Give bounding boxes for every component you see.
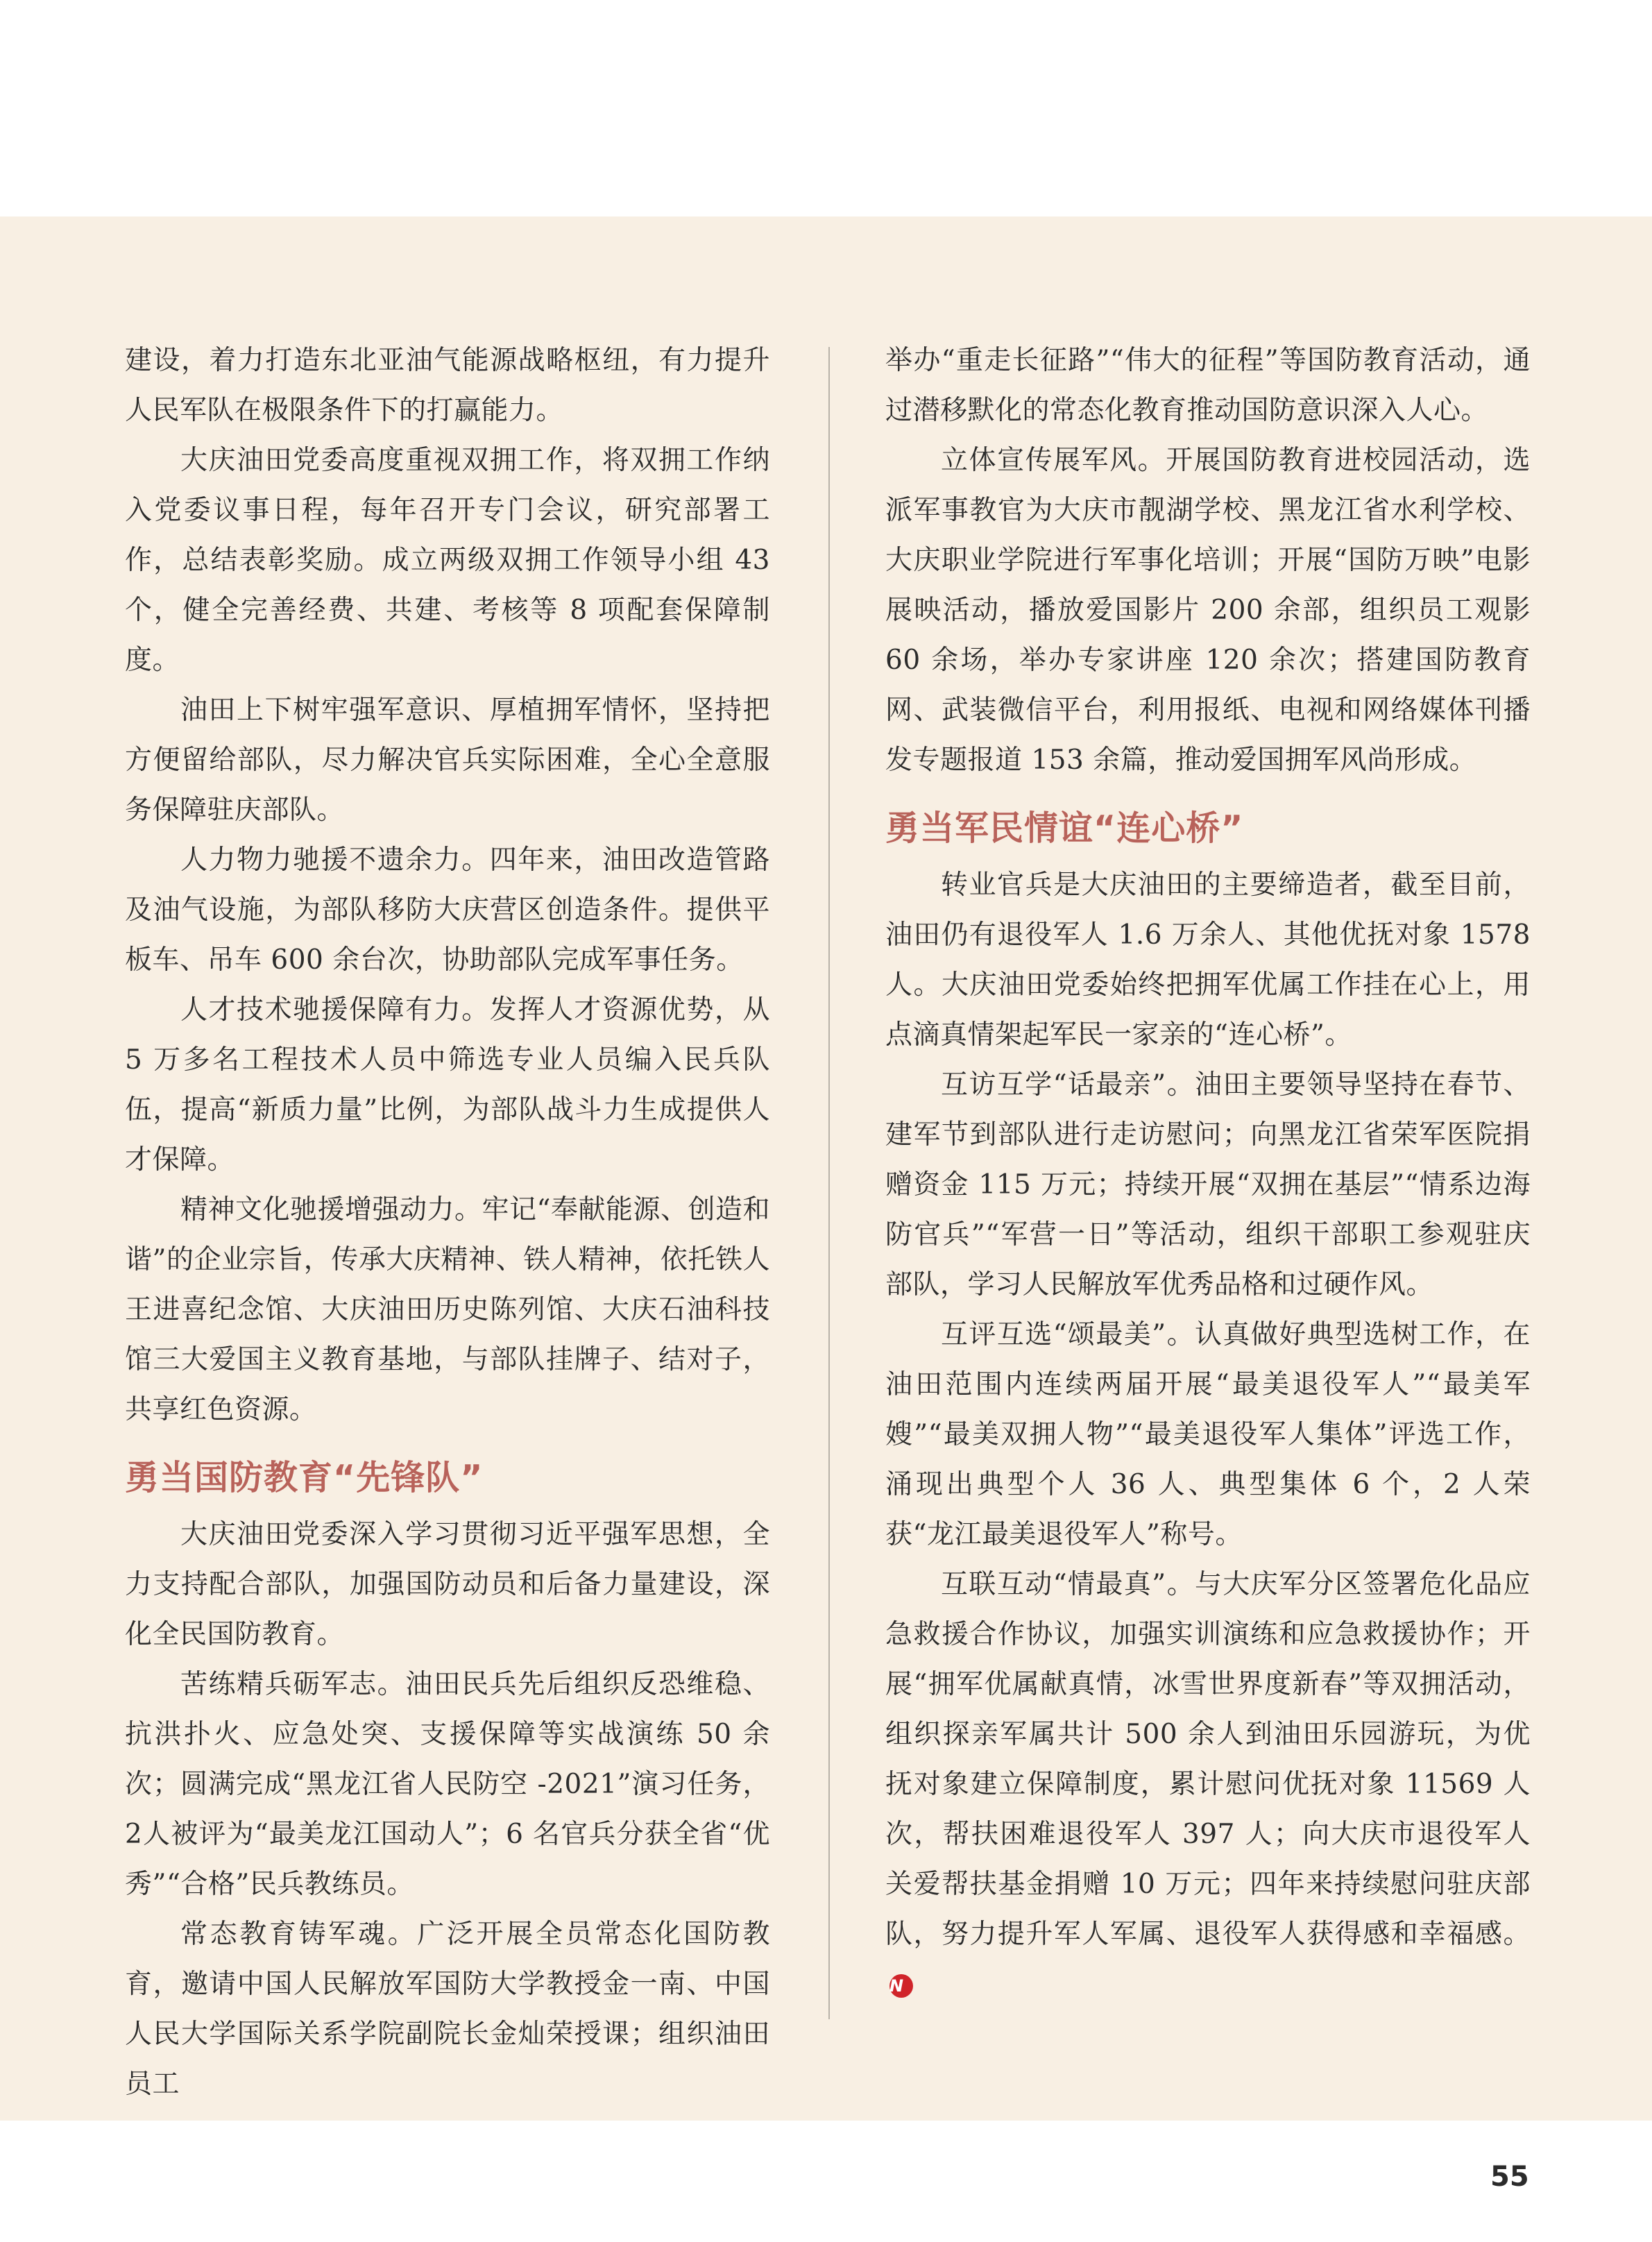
column-divider: [828, 347, 830, 2019]
article-end-mark-icon: N: [889, 1974, 913, 1998]
section-spacer: [125, 1500, 770, 1510]
paragraph: 精神文化驰援增强动力。牢记“奉献能源、创造和谐”的企业宗旨，传承大庆精神、铁人精神，依托铁人王进喜纪念馆、大庆油田历史陈列馆、大庆石油科技馆三大爱国主义教育基地，与部队挂牌子、结对子，共享红色资源。: [125, 1194, 770, 1425]
paragraph: 油田上下树牢强军意识、厚植拥军情怀，坚持把方便留给部队，尽力解决官兵实际困难，全心全意服务保障驻庆部队。: [125, 695, 770, 826]
paragraph: 人力物力驰援不遗余力。四年来，油田改造管路及油气设施，为部队移防大庆营区创造条件。提供平板车、吊车 600 余台次，协助部队完成军事任务。: [125, 844, 770, 976]
paragraph: 苦练精兵砺军志。油田民兵先后组织反恐维稳、抗洪扑火、应急处突、支援保障等实战演练 50 余次；圆满完成“黑龙江省人民防空 -2021”演习任务，2人被评为“最美龙江国动人”；6 名官兵分获全省“优秀”“合格”民兵教练员。: [125, 1669, 770, 1900]
right-column: [885, 336, 1531, 2010]
paragraph-text: 互联互动“情最真”。与大庆军分区签署危化品应急救援合作协议，加强实训演练和应急救援协作；开展“拥军优属献真情，冰雪世界度新春”等双拥活动，组织探亲军属共计 500 余人到油田乐园游玩，为优抚对象建立保障制度，累计慰问优抚对象 11569 人次，帮扶困难退役军人 397 人；向大庆市退役军人关爱帮扶基金捐赠 10 万元；四年来持续慰问驻庆部队，努力提升军人军属、退役军人获得感和幸福感。: [885, 1569, 1531, 1950]
paragraph: 举办“重走长征路”“伟大的征程”等国防教育活动，通过潜移默化的常态化教育推动国防意识深入人心。: [885, 345, 1531, 426]
paragraph: 大庆油田党委深入学习贯彻习近平强军思想，全力支持配合部队，加强国防动员和后备力量建设，深化全民国防教育。: [125, 1519, 770, 1650]
section-spacer: [885, 851, 1531, 860]
section-spacer: [885, 785, 1531, 806]
page-number: 55: [1490, 2161, 1529, 2193]
paragraph: 立体宣传展军风。开展国防教育进校园活动，选派军事教官为大庆市靓湖学校、黑龙江省水利学校、大庆职业学院进行军事化培训；开展“国防万映”电影展映活动，播放爱国影片 200 余部，组织员工观影 60 余场，举办专家讲座 120 余次；搭建国防教育网、武装微信平台，利用报纸、电视和网络媒体刊播发专题报道 153 余篇，推动爱国拥军风尚形成。: [885, 445, 1531, 776]
section-spacer: [125, 1435, 770, 1456]
left-column: [125, 336, 770, 2109]
section-heading-civil-military-bridge: 勇当军民情谊“连心桥”: [885, 808, 1244, 848]
section-heading-defense-education: 勇当国防教育“先锋队”: [125, 1458, 484, 1497]
paragraph: 大庆油田党委高度重视双拥工作，将双拥工作纳入党委议事日程，每年召开专门会议，研究部署工作，总结表彰奖励。成立两级双拥工作领导小组 43 个，健全完善经费、共建、考核等 8 项配套保障制度。: [125, 445, 770, 676]
paragraph-final: [885, 1560, 1531, 2010]
paragraph: 建设，着力打造东北亚油气能源战略枢纽，有力提升人民军队在极限条件下的打赢能力。: [125, 345, 770, 426]
paragraph: 常态教育铸军魂。广泛开展全员常态化国防教育，邀请中国人民解放军国防大学教授金一南、中国人民大学国际关系学院副院长金灿荣授课；组织油田员工: [125, 1919, 770, 2100]
paragraph: 转业官兵是大庆油田的主要缔造者，截至目前，油田仍有退役军人 1.6 万余人、其他优抚对象 1578 人。大庆油田党委始终把拥军优属工作挂在心上，用点滴真情架起军民一家亲的“连心桥”。: [885, 869, 1531, 1051]
paragraph: 互访互学“话最亲”。油田主要领导坚持在春节、建军节到部队进行走访慰问；向黑龙江省荣军医院捐赠资金 115 万元；持续开展“双拥在基层”“情系边海防官兵”“军营一日”等活动，组织干部职工参观驻庆部队，学习人民解放军优秀品格和过硬作风。: [885, 1069, 1531, 1300]
paragraph: 互评互选“颂最美”。认真做好典型选树工作，在油田范围内连续两届开展“最美退役军人”“最美军嫂”“最美双拥人物”“最美退役军人集体”评选工作，涌现出典型个人 36 人、典型集体 6 个，2 人荣获“龙江最美退役军人”称号。: [885, 1319, 1531, 1550]
paragraph: 人才技术驰援保障有力。发挥人才资源优势，从5 万多名工程技术人员中筛选专业人员编入民兵队伍，提高“新质力量”比例，为部队战斗力生成提供人才保障。: [125, 994, 770, 1175]
